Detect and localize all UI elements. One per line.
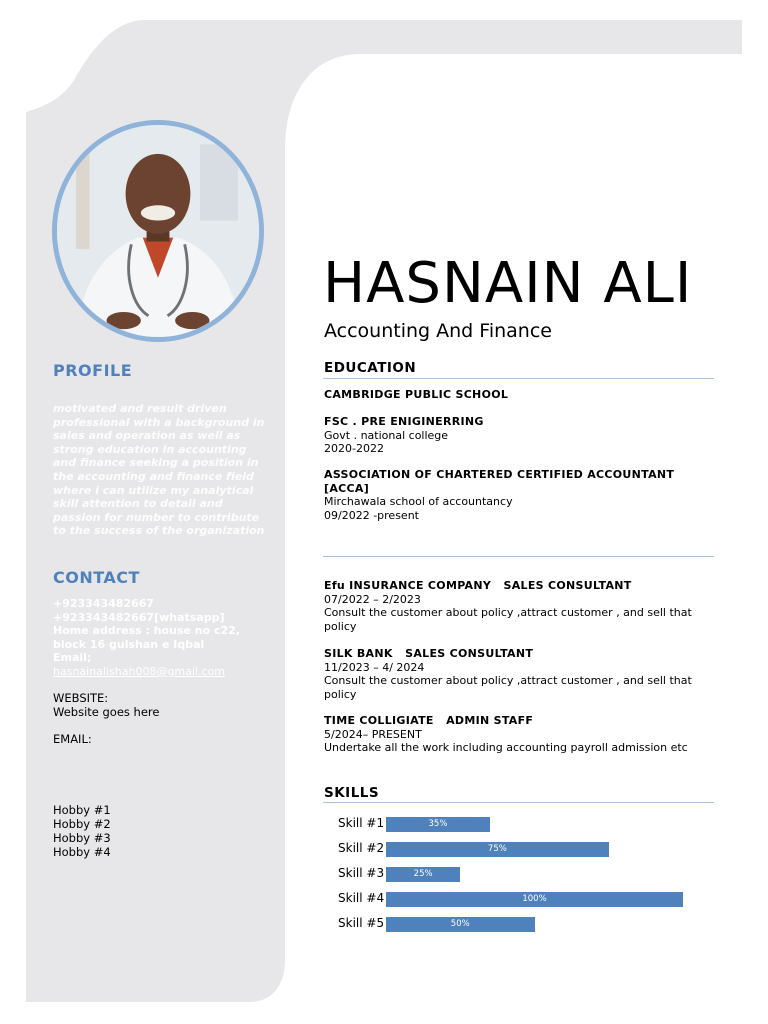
hobby-item: Hobby #3 [53, 831, 111, 845]
skill-bar: 50% [386, 917, 535, 932]
skill-label: Skill #1 [338, 816, 385, 830]
hobby-item: Hobby #1 [53, 803, 111, 817]
skill-label: Skill #4 [338, 891, 385, 905]
education-title: ASSOCIATION OF CHARTERED CERTIFIED ACCOUNTANT [ACCA] [324, 468, 675, 495]
education-dates: 09/2022 -present [324, 508, 419, 522]
experience-title: Efu INSURANCE COMPANY SALES CONSULTANT [324, 579, 632, 592]
whatsapp-number: +923343482667[whatsapp] [53, 610, 225, 624]
website-value: Website goes here [53, 705, 160, 719]
profile-photo [52, 120, 264, 342]
education-divider [323, 378, 714, 379]
profile-heading: PROFILE [53, 361, 133, 380]
skill-label: Skill #2 [338, 841, 385, 855]
candidate-name: HASNAIN ALI [323, 251, 693, 316]
contact-heading: CONTACT [53, 568, 140, 587]
profile-summary: motivated and result driven professional with a background in sales and operation as well as strong education in accounting and finance seeking a position in the accounting and finance field where i can utilize my analytical skill attention to detail and passion for number to contribute to the success of the organization [53, 402, 265, 538]
experience-item [324, 714, 714, 755]
experience-title: SILK BANK SALES CONSULTANT [324, 647, 534, 660]
education-item [324, 468, 714, 522]
experience-item [324, 579, 714, 633]
hobbies-list [53, 803, 111, 859]
experience-divider [323, 556, 714, 557]
education-institution: Mirchawala school of accountancy [324, 495, 513, 509]
experience-description: Consult the customer about policy ,attract customer , and sell that policy [324, 674, 692, 701]
experience-description: Undertake all the work including accounting payroll admission etc [324, 741, 688, 755]
email-label-secondary: EMAIL: [53, 732, 92, 746]
website-label: WEBSITE: [53, 691, 109, 705]
education-item [324, 415, 714, 456]
education-institution: Govt . national college [324, 428, 449, 442]
phone-number: +923343482667 [53, 597, 155, 610]
hobby-item: Hobby #4 [53, 845, 111, 859]
skill-bar: 25% [386, 867, 460, 882]
experience-title: TIME COLLIGIATE ADMIN STAFF [324, 714, 534, 727]
skill-bar: 75% [386, 842, 609, 857]
experience-dates: 07/2022 – 2/2023 [324, 592, 421, 606]
contact-details [53, 597, 267, 679]
experience-description: Consult the customer about policy ,attract customer , and sell that policy [324, 606, 692, 633]
skill-bar: 100% [386, 892, 683, 907]
skills-heading: SKILLS [324, 785, 380, 801]
skill-bar: 35% [386, 817, 490, 832]
education-dates: 2020-2022 [324, 442, 384, 456]
experience-dates: 11/2023 – 4/ 2024 [324, 660, 425, 674]
email-label: Email; [53, 651, 92, 665]
person-avatar-icon [57, 125, 259, 337]
education-item [324, 388, 714, 402]
hobby-item: Hobby #2 [53, 817, 111, 831]
education-heading: EDUCATION [324, 360, 417, 376]
skills-divider [323, 802, 714, 803]
experience-dates: 5/2024– PRESENT [324, 727, 422, 741]
education-title: CAMBRIDGE PUBLIC SCHOOL [324, 388, 509, 401]
skill-label: Skill #3 [338, 866, 385, 880]
home-address: Home address : house no c22, block 16 gulshan e Iqbal [53, 624, 241, 651]
experience-item [324, 647, 714, 701]
education-title: FSC . PRE ENIGINERRING [324, 415, 484, 428]
candidate-role: Accounting And Finance [324, 320, 552, 342]
skill-label: Skill #5 [338, 916, 385, 930]
email-link[interactable]: hasnainalishah008@gmail.com [53, 664, 225, 678]
website-block [53, 691, 159, 719]
